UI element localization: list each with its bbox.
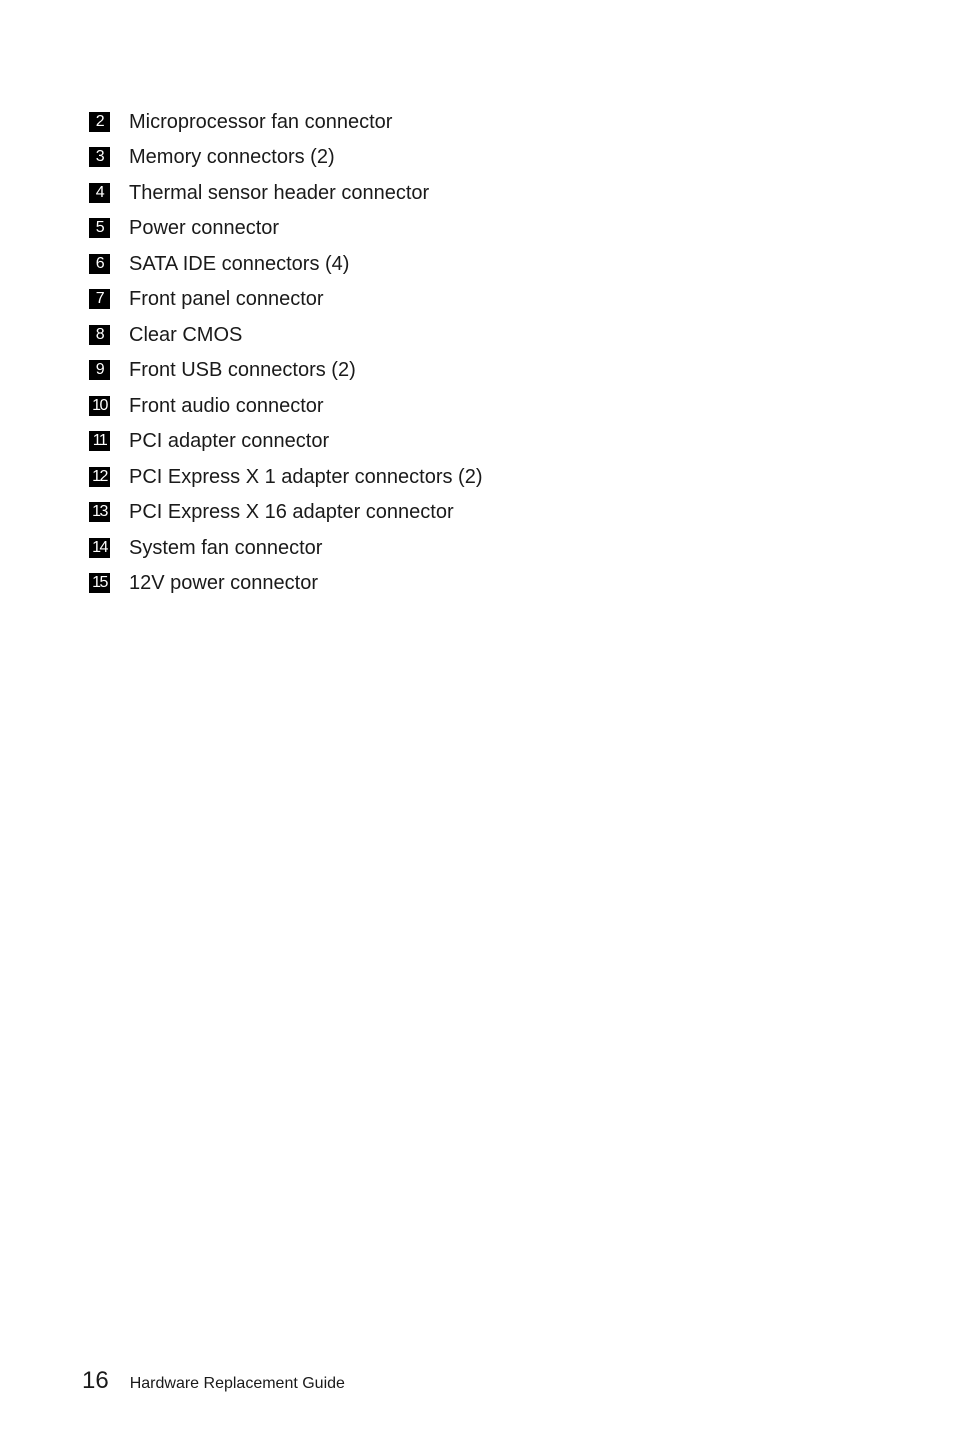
callout-number-badge: 13 [89, 502, 110, 522]
legend-item-label: Thermal sensor header connector [129, 181, 430, 204]
callout-number-badge: 9 [89, 360, 110, 380]
legend-item-label: Microprocessor fan connector [129, 110, 393, 133]
legend-item-label: SATA IDE connectors (4) [129, 252, 350, 275]
legend-item [89, 246, 483, 282]
legend-item-label: 12V power connector [129, 572, 319, 595]
callout-number-badge: 2 [89, 112, 110, 132]
callout-number-badge: 7 [89, 289, 110, 309]
legend-item-label: System fan connector [129, 536, 323, 559]
legend-item [89, 388, 483, 424]
callout-number-badge: 6 [89, 254, 110, 274]
callout-number-badge: 15 [89, 573, 110, 593]
legend-item [89, 104, 483, 140]
legend-item [89, 317, 483, 353]
legend-item-label: Clear CMOS [129, 323, 243, 346]
legend-item [89, 424, 483, 460]
legend-item-label: Front audio connector [129, 394, 324, 417]
callout-number-badge: 8 [89, 325, 110, 345]
callout-number-badge: 10 [89, 396, 110, 416]
legend-item-label: PCI adapter connector [129, 430, 330, 453]
page-footer [82, 1366, 345, 1399]
callout-number-badge: 14 [89, 538, 110, 558]
legend-item-label: PCI Express X 1 adapter connectors (2) [129, 465, 483, 488]
legend-item-label: Memory connectors (2) [129, 146, 335, 169]
legend-item [89, 459, 483, 495]
legend-item [89, 211, 483, 247]
callout-number-badge: 12 [89, 467, 110, 487]
page-number: 16 [82, 1367, 109, 1394]
legend-item [89, 140, 483, 176]
connector-legend-list [89, 104, 483, 601]
callout-number-badge: 4 [89, 183, 110, 203]
callout-number-badge: 5 [89, 218, 110, 238]
legend-item [89, 282, 483, 318]
legend-item-label: Front USB connectors (2) [129, 359, 356, 382]
document-title: Hardware Replacement Guide [129, 1375, 345, 1392]
callout-number-badge: 11 [89, 431, 110, 451]
legend-item-label: PCI Express X 16 adapter connector [129, 501, 454, 524]
legend-item [89, 175, 483, 211]
legend-item-label: Front panel connector [129, 288, 324, 311]
legend-item [89, 566, 483, 602]
legend-item [89, 353, 483, 389]
legend-item-label: Power connector [129, 217, 280, 240]
legend-item [89, 495, 483, 531]
legend-item [89, 530, 483, 566]
callout-number-badge: 3 [89, 147, 110, 167]
